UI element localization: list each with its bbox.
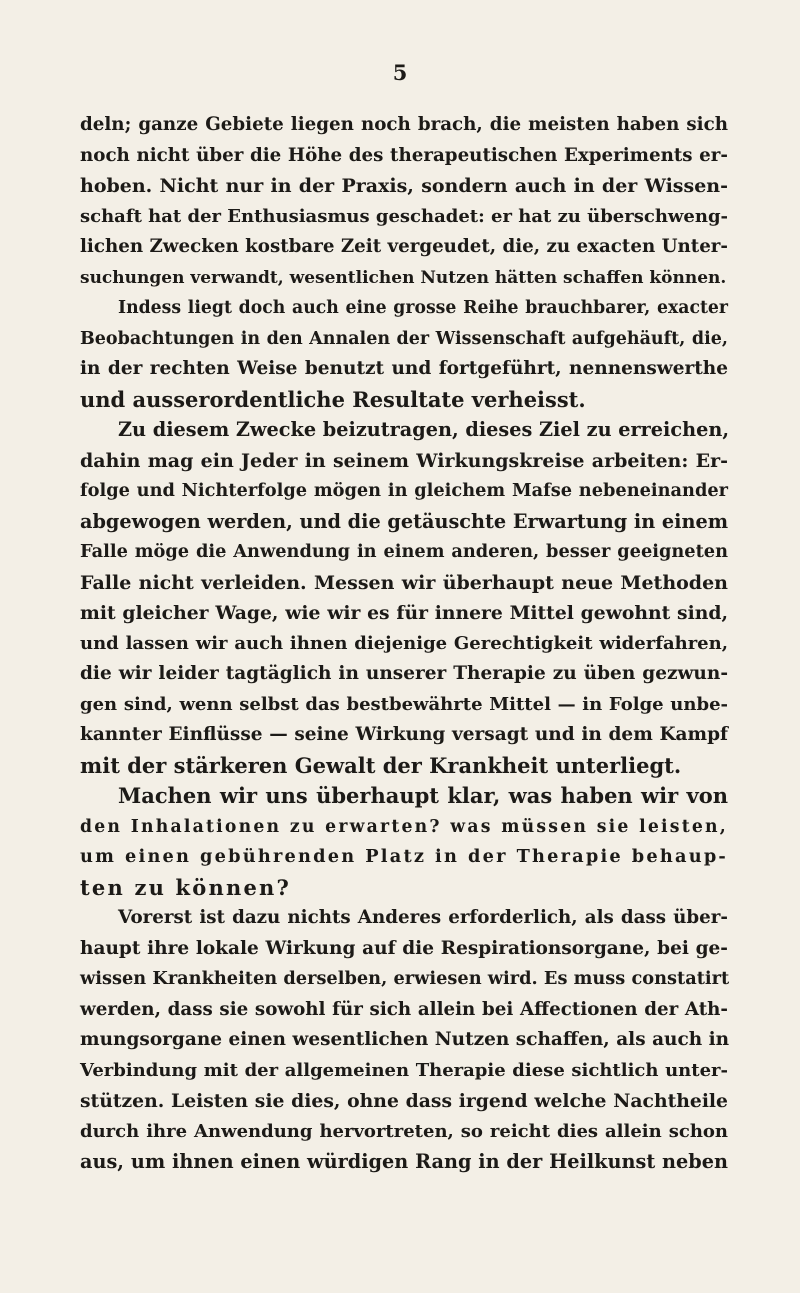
text-line: Indess liegt doch auch eine grosse Reihe brauchbarer, exacter <box>118 298 728 318</box>
text-line: mit gleicher Wage, wie wir es für innere Mittel gewohnt sind, <box>80 602 728 624</box>
text-line: Machen wir uns überhaupt klar, was haben wir von <box>118 783 728 808</box>
text-line: hoben. Nicht nur in der Praxis, sondern auch in der Wissen- <box>80 175 728 197</box>
text-line: abgewogen werden, und die getäuschte Erwartung in einem <box>80 509 729 533</box>
text-line: schaft hat der Enthusiasmus geschadet: er hat zu überschweng- <box>80 205 729 227</box>
text-line: werden, dass sie sowohl für sich allein bei Affectionen der Ath- <box>80 998 728 1020</box>
text-line: gen sind, wenn selbst das bestbewährte Mittel — in Folge unbe- <box>80 693 728 715</box>
text-line: Zu diesem Zwecke beizutragen, dieses Ziel zu erreichen, <box>118 418 730 441</box>
text-line: und lassen wir auch ihnen diejenige Gerechtigkeit widerfahren, <box>80 632 728 654</box>
text-line: noch nicht über die Höhe des therapeutischen Experiments er- <box>80 144 728 166</box>
text-line: Falle nicht verleiden. Messen wir überhaupt neue Methoden <box>80 571 728 594</box>
text-line: mit der stärkeren Gewalt der Krankheit unterliegt. <box>80 752 682 778</box>
text-line: suchungen verwandt, wesentlichen Nutzen hätten schaffen können. <box>80 267 727 288</box>
text-line: Falle möge die Anwendung in einem anderen, besser geeigneten <box>80 541 728 562</box>
text-line: durch ihre Anwendung hervortreten, so reicht dies allein schon <box>80 1120 728 1142</box>
text-line: lichen Zwecken kostbare Zeit vergeudet, die, zu exacten Unter- <box>80 236 728 257</box>
text-line: ten zu können? <box>80 874 291 900</box>
text-line: deln; ganze Gebiete liegen noch brach, die meisten haben sich <box>80 114 728 135</box>
text-line: dahin mag ein Jeder in seinem Wirkungskreise arbeiten: Er- <box>80 449 728 472</box>
text-line: mungsorgane einen wesentlichen Nutzen schaffen, als auch in <box>80 1029 730 1050</box>
text-line: wissen Krankheiten derselben, erwiesen wird. Es muss constatirt <box>80 968 730 989</box>
text-line: den Inhalationen zu erwarten? was müssen sie leisten, <box>80 816 728 837</box>
text-line: stützen. Leisten sie dies, ohne dass irgend welche Nachtheile <box>80 1090 728 1112</box>
text-line: in der rechten Weise benutzt und fortgeführt, nennenswerthe <box>80 358 728 379</box>
text-line: aus, um ihnen einen würdigen Rang in der Heilkunst neben <box>80 1150 728 1173</box>
body-text <box>80 110 728 1178</box>
text-line: Beobachtungen in den Annalen der Wissenschaft aufgehäuft, die, <box>80 328 728 349</box>
text-line: haupt ihre lokale Wirkung auf die Respirationsorgane, bei ge- <box>80 937 728 959</box>
text-line: Verbindung mit der allgemeinen Therapie diese sichtlich unter- <box>80 1059 728 1081</box>
text-line: die wir leider tagtäglich in unserer Therapie zu üben gezwun- <box>80 663 728 684</box>
text-line: folge und Nichterfolge mögen in gleichem Mafse nebeneinander <box>80 480 728 501</box>
text-line: Vorerst ist dazu nichts Anderes erforderlich, als dass über- <box>118 907 728 928</box>
text-line: um einen gebührenden Platz in der Therapie behaup- <box>80 846 728 867</box>
page-number: 5 <box>392 60 408 85</box>
text-line: kannter Einflüsse — seine Wirkung versagt und in dem Kampf <box>80 724 728 745</box>
text-line: und ausserordentliche Resultate verheisst. <box>80 386 586 412</box>
